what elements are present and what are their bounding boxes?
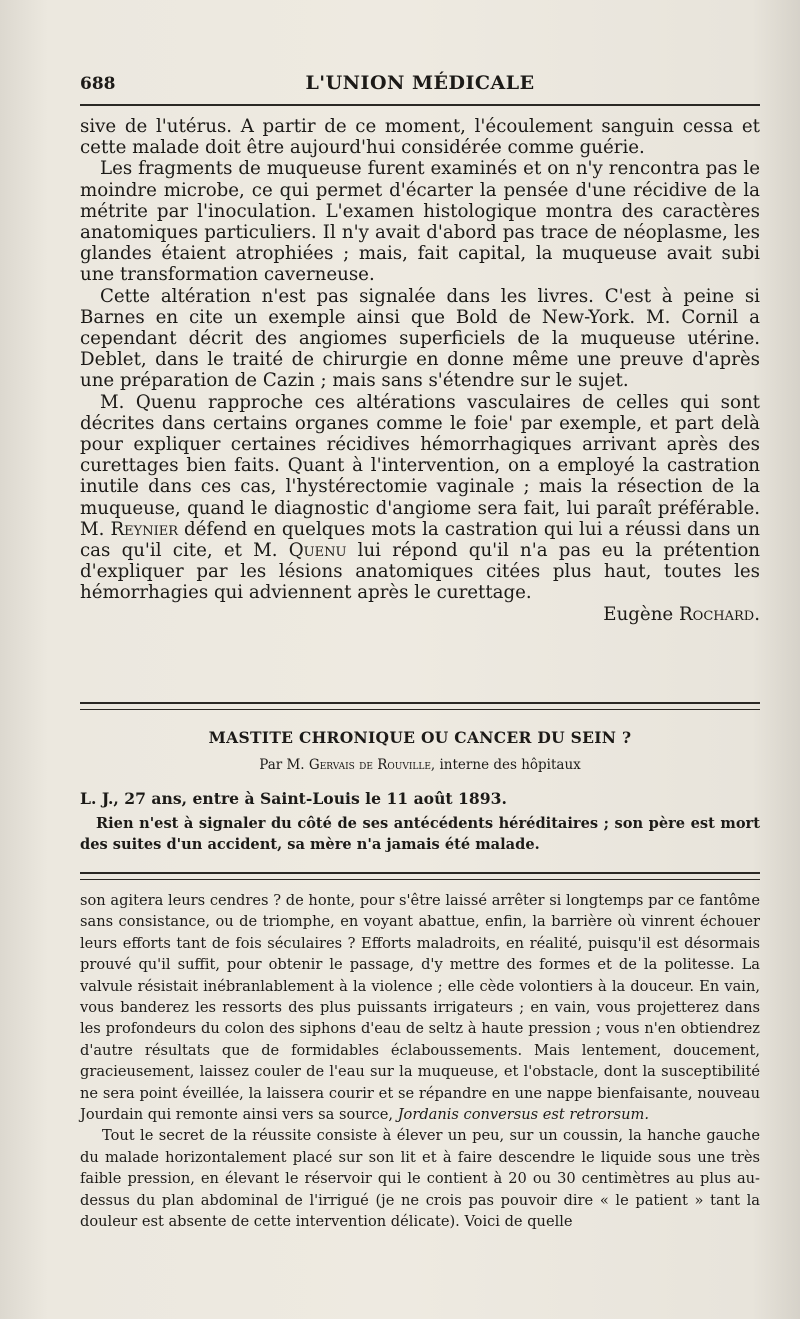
p4-part-a: M. Quenu rapproche ces altérations vasculaires de celles qui sont décrites dans certains organes comme le foie' par exemple, et part delà pour expliquer certaines récidives hémorrhagiques arrivant après des curettages bien faits. Quant à l'intervention, on a employé la castration inutile dans ces cas, l'hystérectomie vaginale ; mais la résection de la muqueuse, quand le diagnostic d'angiome sera fait, lui paraît préférable. M. xyxy=(80,391,760,540)
p4-part-c: lui répond qu'il n'a pas eu la prétention d'expliquer par les lésions anatomiques citées plus haut, toutes les hémorrhagies qui adviennent après le curettage. xyxy=(80,540,761,604)
article-title: MASTITE CHRONIQUE OU CANCER DU SEIN ? xyxy=(208,728,632,747)
name-reynier: Reynier xyxy=(110,518,178,540)
section-divider-top xyxy=(80,702,760,710)
upper-paragraph-1: sive de l'utérus. A partir de ce moment, l'écoulement sanguin cessa et cette malade doit être aujourd'hui considérée comme guérie. xyxy=(80,116,760,159)
header-rule xyxy=(80,104,760,106)
page-header xyxy=(80,70,760,102)
p4-part-b: défend en quelques mots la castration qui lui a réussi dans un cas qu'il cite, et M. xyxy=(80,518,760,562)
page-number: 688 xyxy=(80,74,116,94)
signature-line xyxy=(80,604,760,625)
upper-article-text xyxy=(80,116,760,625)
signature-first: Eugène xyxy=(603,603,674,625)
upper-paragraph-4 xyxy=(80,392,760,604)
name-quenu: Quenu xyxy=(288,540,347,562)
byline-author: Gervais de Rouville xyxy=(308,757,431,773)
case-text: Rien n'est à signaler du côté de ses antécédents héréditaires ; son père est mort des suites d'un accident, sa mère n'a jamais été malade. xyxy=(80,815,760,853)
byline-suffix: , interne des hôpitaux xyxy=(430,757,581,773)
lower-p1-text: son agitera leurs cendres ? de honte, pour s'être laissé arrêter si longtemps par ce fantôme sans consistance, ou de triomphe, en voyant abattue, enfin, la barrière où vinrent échouer leurs efforts tant de fois séculaires ? Efforts maladroits, en réalité, puisqu'il est désormais prouvé qu'il suffit, pour obtenir le passage, d'y mettre des formes et de la politesse. La valvule résistait inébranlablement à la violence ; elle cède volontiers à la douceur. En vain, vous banderez les ressorts des plus puissants irrigateurs ; en vain, vous projetterez dans les profondeurs du colon des siphons d'eau de seltz à haute pression ; vous n'en obtiendrez d'autre résultats que de formidables éclaboussements. Mais lentement, doucement, gracieusement, laissez couler de l'eau sur la muqueuse, et l'obstacle, dont la susceptibilité ne sera point éveillée, la laissera courir et se répandre en une nappe bienfaisante, nouveau Jourdain qui remonte ainsi vers sa source, xyxy=(80,892,760,1124)
byline-prefix: Par M. xyxy=(259,757,305,773)
lower-paragraph-2: Tout le secret de la réussite consiste à élever un peu, sur un coussin, la hanche gauche du malade horizontalement placé sur son lit et à faire descendre le liquide sous une très faible pression, en élevant le réservoir qui le contient à 20 ou 30 centimètres au plus au-dessus du plan abdominal de l'irrigué (je ne crois pas pouvoir dire « le patient » tant la douleur est absente de cette intervention délicate). Voici de quelle xyxy=(80,1127,760,1231)
upper-paragraph-2: Les fragments de muqueuse furent examinés et on n'y rencontra pas le moindre microbe, ce qui permet d'écarter la pensée d'une récidive de la métrite par l'inoculation. L'examen histologique montra des caractères anatomiques particuliers. Il n'y avait d'abord pas trace de néoplasme, les glandes étaient atrophiées ; mais, fait capital, la muqueuse avait subi une transformation caverneuse. xyxy=(80,158,760,286)
case-report xyxy=(80,788,760,855)
signature xyxy=(603,604,760,625)
running-head: L'UNION MÉDICALE xyxy=(305,72,535,94)
lower-feuilleton-text xyxy=(80,890,760,1233)
section-divider-bottom xyxy=(80,872,760,880)
signature-last: Rochard. xyxy=(678,603,760,625)
upper-paragraph-3: Cette altération n'est pas signalée dans les livres. C'est à peine si Barnes en cite un exemple ainsi que Bold de New-York. M. Cornil a cependant décrit des angiomes superficiels de la muqueuse utérine. Deblet, dans le traité de chirurgie en donne même une preuve d'après une préparation de Cazin ; mais sans s'étendre sur le sujet. xyxy=(80,285,760,392)
case-line: L. J., 27 ans, entre à Saint-Louis le 11 août 1893. xyxy=(80,789,507,808)
lower-paragraph-1 xyxy=(80,890,760,1125)
article-byline xyxy=(80,757,760,773)
latin-quote: Jordanis conversus est retrorsum. xyxy=(397,1106,649,1124)
